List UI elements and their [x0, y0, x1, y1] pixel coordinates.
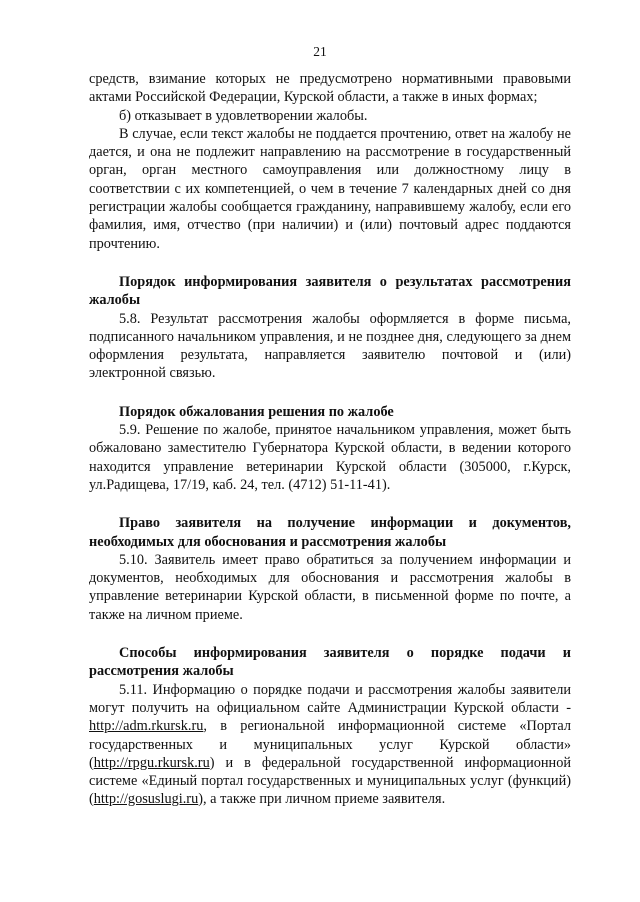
url-link[interactable]: http://gosuslugi.ru: [93, 791, 199, 808]
paragraph: 5.9. Решение по жалобе, принятое начальником управления, может быть обжаловано заместителю Губернатора Курской области, в ведении которого находится управление ветеринарии Курской области (305000, г.Курск, ул.Радищева, 17/19, каб. 24, тел. (4712) 51-11-41).: [89, 422, 571, 493]
paragraph: б) отказывает в удовлетворении жалобы.: [119, 107, 368, 124]
section-heading: Порядок обжалования решения по жалобе: [119, 403, 394, 420]
url-link[interactable]: http://rpgu.rkursk.ru: [93, 754, 210, 771]
section-spacer: [89, 383, 571, 403]
paragraph: В случае, если текст жалобы не поддается прочтению, ответ на жалобу не дается, и она не подлежит направлению на рассмотрение в государственный орган, орган местного самоуправления или должностному лицу в соответствии с их компетенцией, о чем в течение 7 календарных дней со дня регистрации жалобы сообщается гражданину, направившему жалобу, если его фамилия, имя, отчество (при наличии) и (или) почтовый адрес поддаются прочтению.: [89, 125, 571, 252]
section-spacer: [89, 624, 571, 644]
paragraph: средств, взимание которых не предусмотрено нормативными правовыми актами Российской Федерации, Курской области, а также в иных формах;: [89, 71, 571, 106]
url-link[interactable]: http://adm.rkursk.ru: [89, 718, 204, 735]
paragraph: 5.8. Результат рассмотрения жалобы оформляется в форме письма, подписанного начальником управления, и не позднее дня, следующего за днем оформления результата, направляется заявителю почтовой и (или) электронной связью.: [89, 310, 571, 382]
document-body: [89, 70, 571, 809]
text-run: ) и в федеральной государственной информационной системе «Единый портал государственных и муниципальных услуг (функций) (: [89, 754, 571, 808]
section-heading: Способы информирования заявителя о порядке подачи и рассмотрения жалобы: [89, 645, 571, 680]
text-run: ), а также при личном приеме заявителя.: [198, 791, 446, 808]
paragraph-with-links: [89, 681, 571, 809]
section-heading: Порядок информирования заявителя о результатах рассмотрения жалобы: [89, 273, 571, 309]
text-run: , в региональной информационной системе «Портал государственных и муниципальных услуг Курской области» (: [89, 718, 571, 771]
page-number: 21: [313, 44, 327, 59]
section-spacer: [89, 494, 571, 514]
section-spacer: [89, 253, 571, 273]
text-run: 5.11. Информацию о порядке подачи и рассмотрения жалобы заявители могут получить на официальном сайте Администрации Курской области -: [89, 681, 571, 716]
section-heading: Право заявителя на получение информации и документов, необходимых для обоснования и рассмотрения жалобы: [89, 515, 571, 550]
paragraph: 5.10. Заявитель имеет право обратиться за получением информации и документов, необходимых для обоснования и рассмотрения жалобы в управление ветеринарии Курской области, в письменной форме по почте, а также на личном приеме.: [89, 551, 571, 623]
